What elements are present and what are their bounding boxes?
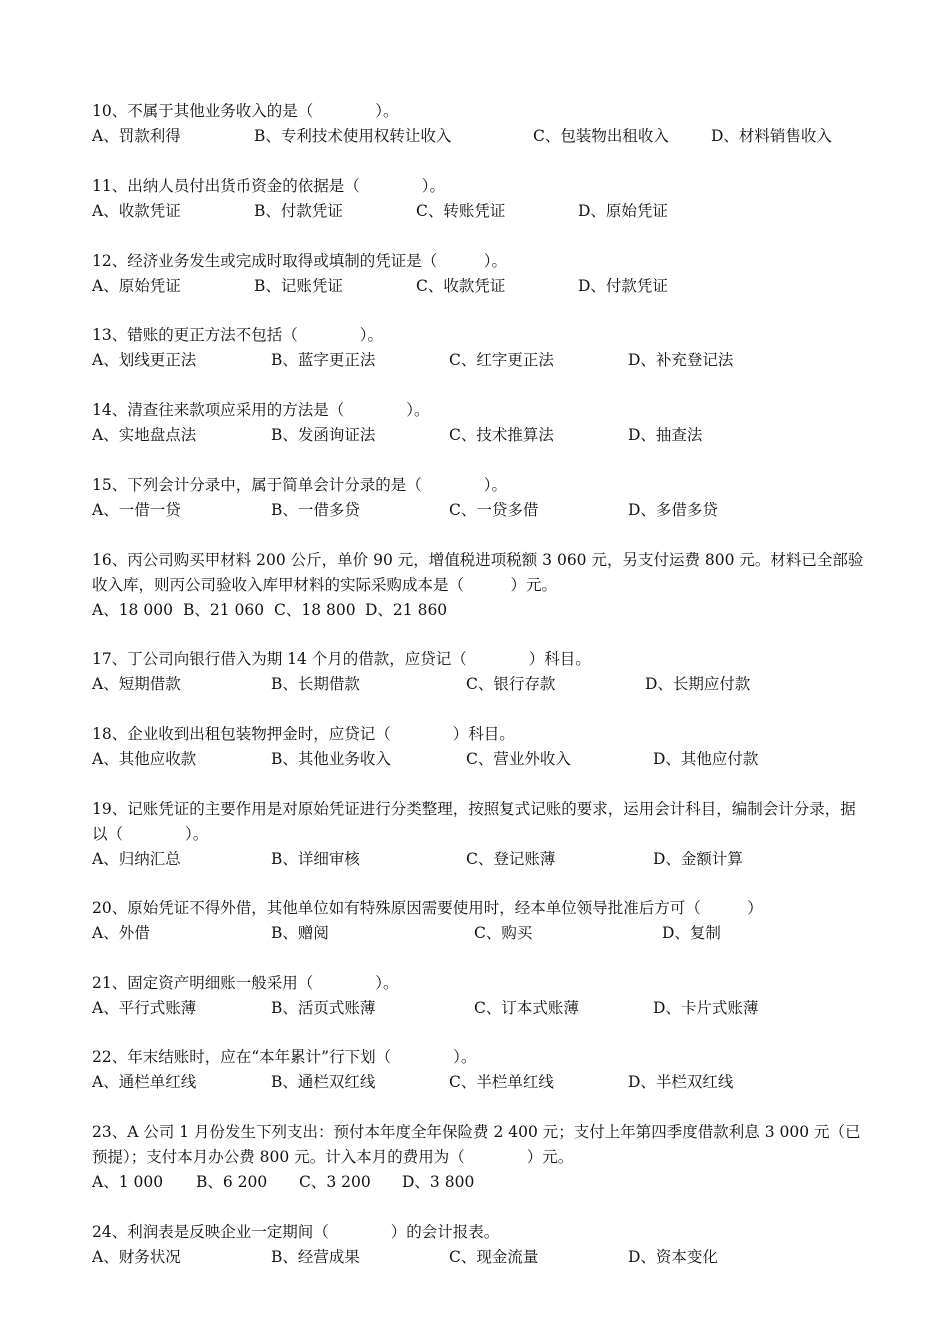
option-d: D、其他应付款 — [653, 750, 759, 768]
option-d: D、原始凭证 — [578, 202, 668, 220]
option-d: D、付款凭证 — [578, 277, 668, 295]
option-row — [92, 996, 867, 1021]
option-b: B、专利技术使用权转让收入 — [254, 127, 452, 145]
option-d: D、复制 — [662, 924, 721, 942]
question-24 — [92, 1220, 867, 1270]
option-b: B、经营成果 — [271, 1248, 360, 1266]
option-c: C、一贷多借 — [449, 501, 539, 519]
question-stem: 11、出纳人员付出货币资金的依据是（ ）。 — [92, 177, 445, 195]
option-d: D、金额计算 — [653, 850, 743, 868]
option-row — [92, 423, 867, 448]
option-c: C、登记账薄 — [466, 850, 556, 868]
option-b: B、6 200 — [196, 1173, 268, 1191]
question-stem: 24、利润表是反映企业一定期间（ ）的会计报表。 — [92, 1223, 500, 1241]
option-d: D、补充登记法 — [628, 351, 734, 369]
option-a: A、划线更正法 — [92, 351, 197, 369]
option-b: B、活页式账薄 — [271, 999, 376, 1017]
option-c: C、包装物出租收入 — [533, 127, 669, 145]
option-row — [92, 847, 867, 872]
option-a: A、罚款利得 — [92, 127, 181, 145]
option-c: C、18 800 — [274, 601, 356, 619]
question-21 — [92, 971, 867, 1021]
question-stem: 21、固定资产明细账一般采用（ ）。 — [92, 974, 399, 992]
question-15 — [92, 473, 867, 523]
option-row — [92, 1245, 867, 1270]
option-a: A、短期借款 — [92, 675, 181, 693]
question-stem: 17、丁公司向银行借入为期 14 个月的借款，应贷记（ ）科目。 — [92, 650, 591, 668]
question-18 — [92, 722, 867, 772]
option-a: A、其他应收款 — [92, 750, 197, 768]
question-20 — [92, 896, 867, 946]
option-c: C、银行存款 — [466, 675, 556, 693]
option-d: D、材料销售收入 — [711, 127, 832, 145]
question-stem: 22、年末结账时，应在“本年累计”行下划（ ）。 — [92, 1048, 477, 1066]
option-a: A、1 000 — [92, 1173, 164, 1191]
question-stem: 19、记账凭证的主要作用是对原始凭证进行分类整理，按照复式记账的要求，运用会计科目，编制会计分录，据以（ ）。 — [92, 800, 856, 843]
option-b: B、一借多贷 — [271, 501, 360, 519]
option-c: C、转账凭证 — [416, 202, 506, 220]
question-stem: 13、错账的更正方法不包括（ ）。 — [92, 326, 383, 344]
option-d: D、长期应付款 — [645, 675, 751, 693]
option-row — [92, 124, 867, 149]
option-row — [92, 1170, 867, 1195]
option-a: A、原始凭证 — [92, 277, 181, 295]
question-10 — [92, 99, 867, 149]
option-c: C、半栏单红线 — [449, 1073, 554, 1091]
option-a: A、归纳汇总 — [92, 850, 181, 868]
option-d: D、3 800 — [402, 1173, 475, 1191]
option-b: B、付款凭证 — [254, 202, 343, 220]
option-b: B、21 060 — [183, 601, 265, 619]
option-a: A、外借 — [92, 924, 150, 942]
question-stem: 23、A 公司 1 月份发生下列支出：预付本年度全年保险费 2 400 元；支付上年第四季度借款利息 3 000 元（已预提）；支付本月办公费 800 元。计入本月的费用为（ ）元。 — [92, 1123, 861, 1166]
question-stem: 20、原始凭证不得外借，其他单位如有特殊原因需要使用时，经本单位领导批准后方可（ ） — [92, 899, 763, 917]
option-a: A、18 000 — [92, 601, 173, 619]
option-c: C、订本式账薄 — [474, 999, 579, 1017]
option-d: D、卡片式账薄 — [653, 999, 759, 1017]
question-stem: 14、清查往来款项应采用的方法是（ ）。 — [92, 401, 430, 419]
option-row — [92, 348, 867, 373]
option-a: A、财务状况 — [92, 1248, 181, 1266]
option-d: D、资本变化 — [628, 1248, 718, 1266]
option-b: B、记账凭证 — [254, 277, 343, 295]
question-22 — [92, 1045, 867, 1095]
question-17 — [92, 647, 867, 697]
option-row — [92, 747, 867, 772]
question-19 — [92, 797, 867, 872]
option-row — [92, 199, 867, 224]
option-row — [92, 274, 867, 299]
option-a: A、平行式账薄 — [92, 999, 197, 1017]
question-16 — [92, 548, 867, 623]
option-d: D、多借多贷 — [628, 501, 718, 519]
question-13 — [92, 323, 867, 373]
option-a: A、收款凭证 — [92, 202, 181, 220]
option-b: B、赠阅 — [271, 924, 329, 942]
option-b: B、通栏双红线 — [271, 1073, 376, 1091]
option-a: A、一借一贷 — [92, 501, 181, 519]
question-11 — [92, 174, 867, 224]
option-d: D、抽查法 — [628, 426, 703, 444]
option-b: B、详细审核 — [271, 850, 360, 868]
option-d: D、半栏双红线 — [628, 1073, 734, 1091]
question-14 — [92, 398, 867, 448]
option-row — [92, 498, 867, 523]
option-c: C、营业外收入 — [466, 750, 571, 768]
option-c: C、购买 — [474, 924, 533, 942]
option-c: C、3 200 — [299, 1173, 371, 1191]
option-row — [92, 921, 867, 946]
option-d: D、21 860 — [365, 601, 448, 619]
option-row — [92, 672, 867, 697]
option-c: C、现金流量 — [449, 1248, 539, 1266]
option-c: C、红字更正法 — [449, 351, 554, 369]
question-stem: 16、丙公司购买甲材料 200 公斤，单价 90 元，增值税进项税额 3 060 元，另支付运费 800 元。材料已全部验收入库，则丙公司验收入库甲材料的实际采购成本是（ ）元。 — [92, 551, 864, 594]
option-c: C、收款凭证 — [416, 277, 506, 295]
question-stem: 10、不属于其他业务收入的是（ ）。 — [92, 102, 399, 120]
option-row — [92, 1070, 867, 1095]
option-row — [92, 598, 867, 623]
option-a: A、实地盘点法 — [92, 426, 197, 444]
option-b: B、发函询证法 — [271, 426, 376, 444]
question-stem: 18、企业收到出租包装物押金时，应贷记（ ）科目。 — [92, 725, 515, 743]
question-stem: 12、经济业务发生或完成时取得或填制的凭证是（ ）。 — [92, 252, 507, 270]
option-b: B、蓝字更正法 — [271, 351, 376, 369]
question-12 — [92, 249, 867, 299]
option-b: B、长期借款 — [271, 675, 360, 693]
option-b: B、其他业务收入 — [271, 750, 391, 768]
question-23 — [92, 1120, 867, 1195]
option-c: C、技术推算法 — [449, 426, 554, 444]
question-stem: 15、下列会计分录中，属于简单会计分录的是（ ）。 — [92, 476, 507, 494]
option-a: A、通栏单红线 — [92, 1073, 197, 1091]
